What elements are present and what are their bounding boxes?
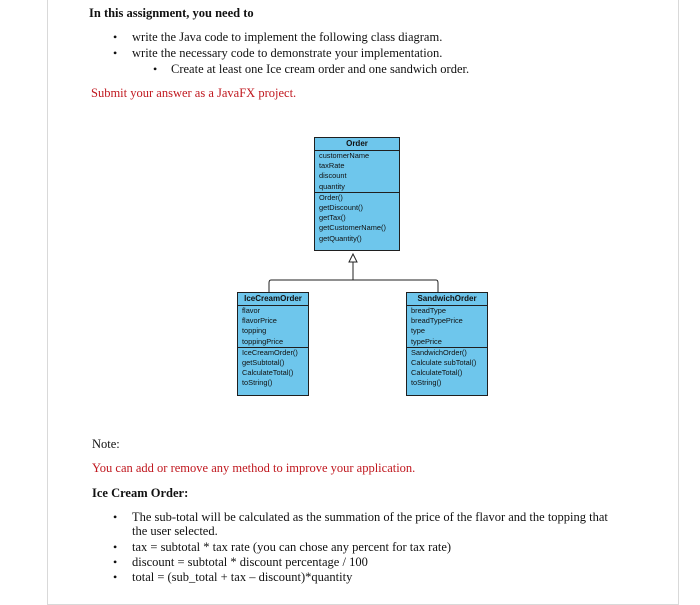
order-method: getQuantity()	[319, 233, 362, 243]
bullet-dot: •	[113, 46, 118, 60]
sandwich-method: Calculate subTotal()	[411, 358, 477, 368]
intro-heading: In this assignment, you need to	[89, 6, 254, 20]
sandwich-attributes	[407, 306, 487, 347]
intro-bullet-1: write the Java code to implement the following class diagram.	[132, 30, 443, 44]
inheritance-arrowhead	[349, 254, 357, 262]
order-method: Order()	[319, 192, 343, 202]
note-item-tax: tax = subtotal * tax rate (you can chose any percent for tax rate)	[132, 540, 452, 554]
bullet-dot: •	[113, 30, 118, 44]
icecream-attribute: flavorPrice	[242, 316, 277, 326]
note-item-subtotal: The sub-total will be calculated as the summation of the price of the flavor and the topping that	[132, 510, 608, 524]
sandwich-method: SandwichOrder()	[411, 347, 467, 357]
icecream-method: IceCreamOrder()	[242, 347, 298, 357]
note-remark: You can add or remove any method to improve your application.	[92, 461, 416, 475]
intro-bullet-2: write the necessary code to demonstrate your implementation.	[132, 46, 443, 60]
icecream-attributes	[238, 306, 308, 347]
bullet-dot: •	[113, 540, 118, 554]
sandwich-attribute: breadType	[411, 306, 446, 315]
order-attribute: customerName	[319, 151, 370, 160]
uml-class-sandwichorder	[406, 292, 488, 396]
order-attribute: discount	[319, 171, 347, 181]
bullet-dot: •	[153, 62, 158, 76]
icecream-attribute: toppingPrice	[242, 336, 284, 346]
note-item-total: total = (sub_total + tax – discount)*quantity	[132, 570, 353, 584]
note-item-subtotal-cont: the user selected.	[132, 524, 218, 538]
icecream-attribute: topping	[242, 326, 267, 336]
order-attributes	[315, 151, 399, 192]
icecream-method: toString()	[242, 378, 273, 388]
intro-sub-bullet: Create at least one Ice cream order and one sandwich order.	[171, 62, 470, 76]
order-class-name: Order	[315, 138, 399, 151]
order-methods	[315, 192, 399, 244]
order-method: getCustomerName()	[319, 223, 386, 233]
sandwich-methods	[407, 347, 487, 389]
order-method: getTax()	[319, 213, 346, 223]
sandwich-class-name: SandwichOrder	[407, 293, 487, 306]
icecream-attribute: flavor	[242, 306, 261, 315]
icecream-methods	[238, 347, 308, 389]
bullet-dot: •	[113, 570, 118, 584]
order-attribute: taxRate	[319, 161, 345, 171]
sandwich-method: toString()	[411, 378, 442, 388]
sandwich-link	[353, 280, 438, 292]
sandwich-attribute: typePrice	[411, 336, 442, 346]
bullet-dot: •	[113, 510, 118, 524]
uml-class-icecreamorder	[237, 292, 309, 396]
section-title-icecream: Ice Cream Order:	[92, 486, 189, 500]
note-label: Note:	[92, 437, 120, 451]
submit-instruction: Submit your answer as a JavaFX project.	[91, 86, 297, 100]
sandwich-attribute: breadTypePrice	[411, 316, 463, 326]
uml-class-order	[314, 137, 400, 251]
icecream-link	[269, 266, 353, 292]
sandwich-method: CalculateTotal()	[411, 368, 463, 378]
icecream-method: CalculateTotal()	[242, 368, 294, 378]
order-method: getDiscount()	[319, 203, 363, 213]
icecream-method: getSubtotal()	[242, 358, 285, 368]
icecream-class-name: IceCreamOrder	[238, 293, 308, 306]
note-item-discount: discount = subtotal * discount percentage / 100	[132, 555, 368, 569]
bullet-dot: •	[113, 555, 118, 569]
sandwich-attribute: type	[411, 326, 425, 336]
order-attribute: quantity	[319, 181, 345, 191]
